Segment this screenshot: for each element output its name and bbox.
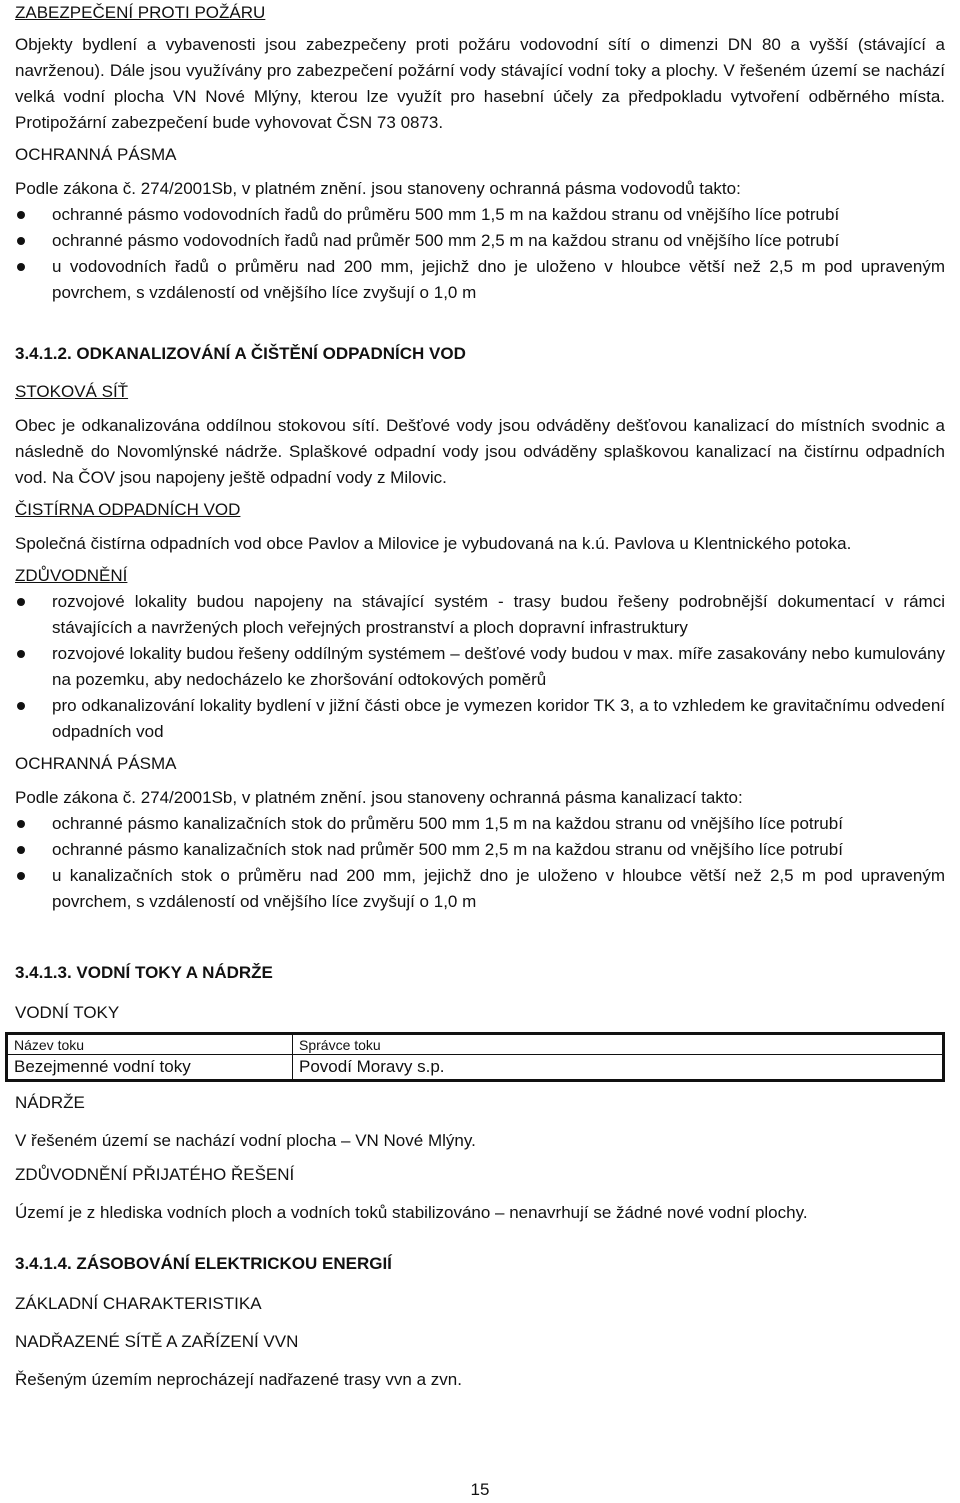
section-heading-sewer: 3.4.1.2. ODKANALIZOVÁNÍ A ČIŠTĚNÍ ODPADNÍCH VOD — [15, 344, 466, 363]
table-header-row — [7, 1034, 944, 1055]
streams-table — [5, 1032, 945, 1082]
plant-heading: ČISTÍRNA ODPADNÍCH VOD — [15, 500, 241, 519]
water-protection-heading: OCHRANNÁ PÁSMA — [15, 145, 177, 164]
bullet-icon — [17, 263, 25, 271]
section-heading-water-bodies: 3.4.1.3. VODNÍ TOKY A NÁDRŽE — [15, 963, 273, 982]
bullet-icon — [17, 846, 25, 854]
water-protection-list — [15, 202, 945, 306]
sewer-network-text: Obec je odkanalizována oddílnou stokovou sítí. Dešťové vody jsou odváděny dešťovou kanalizací do místních svodnic a následně do Novomlýnské nádrže. Splaškové odpadní vody jsou odváděny splaškovou kanalizací na čistírnu odpadních vod. Na ČOV jsou napojeny ještě odpadní vody z Milovic. — [15, 416, 945, 487]
bullet-icon — [17, 820, 25, 828]
sewer-network-heading: STOKOVÁ SÍŤ — [15, 382, 129, 401]
table-cell: Bezejmenné vodní toky — [7, 1055, 293, 1081]
bullet-icon — [17, 702, 25, 710]
reservoir-text: V řešeném území se nachází vodní plocha – VN Nové Mlýny. — [15, 1131, 476, 1150]
energy-basic-heading: ZÁKLADNÍ CHARAKTERISTIKA — [15, 1294, 262, 1313]
list-item: rozvojové lokality budou napojeny na stávající systém - trasy budou řešeny podrobnější dokumentací v rámci stávajících a navržených ploch veřejných prostranství a ploch dopravní infrastruktury — [15, 589, 945, 641]
list-item: ochranné pásmo vodovodních řadů do průměru 500 mm 1,5 m na každou stranu od vnějšího líce potrubí — [15, 202, 945, 228]
table-header-cell: Název toku — [7, 1034, 293, 1055]
bullet-icon — [17, 650, 25, 658]
bullet-icon — [17, 211, 25, 219]
water-protection-intro: Podle zákona č. 274/2001Sb, v platném znění. jsou stanoveny ochranná pásma vodovodů takto: — [15, 179, 741, 198]
energy-network-heading: NADŘAZENÉ SÍTĚ A ZAŘÍZENÍ VVN — [15, 1332, 299, 1351]
reason-list — [15, 589, 945, 745]
sewer-protection-intro: Podle zákona č. 274/2001Sb, v platném znění. jsou stanoveny ochranná pásma kanalizací takto: — [15, 788, 743, 807]
fire-heading: ZABEZPEČENÍ PROTI POŽÁRU — [15, 3, 266, 22]
plant-text: Společná čistírna odpadních vod obce Pavlov a Milovice je vybudovaná na k.ú. Pavlova u Klentnického potoka. — [15, 534, 852, 553]
list-item: rozvojové lokality budou řešeny oddílným systémem – dešťové vody budou v max. míře zasakovány nebo kumulovány na pozemku, aby nedocházelo ke zhoršování odtokových poměrů — [15, 641, 945, 693]
bullet-icon — [17, 872, 25, 880]
list-item: ochranné pásmo kanalizačních stok do průměru 500 mm 1,5 m na každou stranu od vnějšího líce potrubí — [15, 811, 945, 837]
energy-network-text: Řešeným územím neprocházejí nadřazené trasy vvn a zvn. — [15, 1370, 462, 1389]
justification-heading: ZDŮVODNĚNÍ PŘIJATÉHO ŘEŠENÍ — [15, 1165, 295, 1184]
bullet-icon — [17, 598, 25, 606]
bullet-icon — [17, 237, 25, 245]
sewer-protection-list — [15, 811, 945, 915]
reservoir-heading: NÁDRŽE — [15, 1093, 85, 1112]
table-row — [7, 1055, 944, 1081]
reason-heading: ZDŮVODNĚNÍ — [15, 566, 128, 585]
sewer-protection-heading: OCHRANNÁ PÁSMA — [15, 754, 177, 773]
table-header-cell: Správce toku — [293, 1034, 944, 1055]
fire-text: Objekty bydlení a vybavenosti jsou zabezpečeny proti požáru vodovodní sítí o dimenzi DN 80 a vyšší (stávající a navrženou). Dále jsou využívány pro zabezpečení požární vody stávající vodní toky a plochy. V řešeném území se nachází velká vodní plocha VN Nové Mlýny, kterou lze využít pro hasební účely za předpokladu vytvoření odběrného místa. Protipožární zabezpečení bude vyhovovat ČSN 73 0873. — [15, 35, 945, 132]
justification-text: Území je z hlediska vodních ploch a vodních toků stabilizováno – nenavrhují se žádné nové vodní plochy. — [15, 1203, 808, 1222]
list-item: u vodovodních řadů o průměru nad 200 mm, jejichž dno je uloženo v hloubce větší než 2,5 m pod upraveným povrchem, s vzdáleností od vnějšího líce zvyšují o 1,0 m — [15, 254, 945, 306]
page-number: 15 — [470, 1480, 490, 1499]
table-cell: Povodí Moravy s.p. — [293, 1055, 944, 1081]
streams-heading: VODNÍ TOKY — [15, 1003, 120, 1022]
list-item: u kanalizačních stok o průměru nad 200 mm, jejichž dno je uloženo v hloubce větší než 2,5 m pod upraveným povrchem, s vzdáleností od vnějšího líce zvyšují o 1,0 m — [15, 863, 945, 915]
section-heading-energy: 3.4.1.4. ZÁSOBOVÁNÍ ELEKTRICKOU ENERGIÍ — [15, 1254, 392, 1273]
list-item: ochranné pásmo kanalizačních stok nad průměr 500 mm 2,5 m na každou stranu od vnějšího líce potrubí — [15, 837, 945, 863]
list-item: ochranné pásmo vodovodních řadů nad průměr 500 mm 2,5 m na každou stranu od vnějšího líce potrubí — [15, 228, 945, 254]
list-item: pro odkanalizování lokality bydlení v jižní části obce je vymezen koridor TK 3, a to vzhledem ke gravitačnímu odvedení odpadních vod — [15, 693, 945, 745]
